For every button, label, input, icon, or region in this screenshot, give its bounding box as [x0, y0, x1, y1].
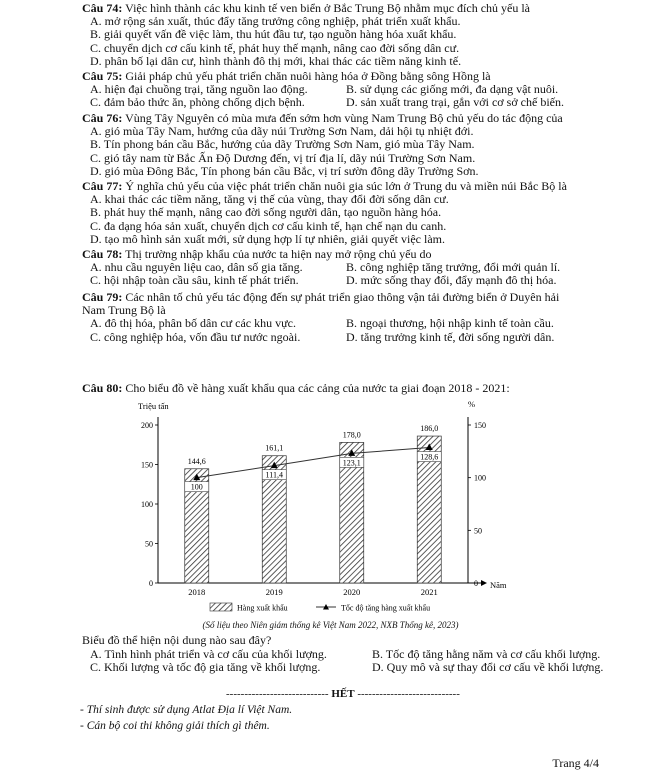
- note-proctor: - Cán bộ coi thi không giải thích gì thêm.: [80, 720, 270, 732]
- end-marker: ---------------------------- HẾT ----------------------------: [226, 688, 460, 700]
- line-label: 128,6: [420, 452, 439, 462]
- x-tick-label: 2020: [343, 587, 361, 597]
- question-text: Việc hình thành các khu kinh tế ven biển ở Bắc Trung Bộ nhằm mục đích chủ yếu là: [125, 1, 531, 15]
- option-a: A. Tình hình phát triển và cơ cấu của khối lượng.: [90, 646, 327, 661]
- option-a: A. gió mùa Tây Nam, hướng của dãy núi Trường Sơn Nam, dải hội tụ nhiệt đới.: [90, 124, 474, 139]
- right-tick-label: 150: [474, 421, 486, 430]
- question-text: Vùng Tây Nguyên có mùa mưa đến sớm hơn vùng Nam Trung Bộ chủ yếu do tác động của: [125, 111, 563, 125]
- page-number: Trang 4/4: [552, 756, 599, 770]
- option-d: D. tăng trưởng kinh tế, đời sống người dân.: [346, 329, 555, 344]
- line-label: 123,1: [342, 458, 361, 468]
- x-tick-label: 2018: [188, 587, 206, 597]
- option-b: B. giải quyết vấn đề việc làm, thu hút đầu tư, tạo nguồn hàng hóa xuất khẩu.: [90, 27, 457, 42]
- question-text: Cho biểu đồ về hàng xuất khẩu qua các cảng của nước ta giai đoạn 2018 - 2021:: [125, 381, 510, 395]
- option-d: D. Quy mô và sự thay đổi cơ cấu về khối lượng.: [372, 660, 604, 674]
- question-74: [82, 2, 642, 68]
- option-d: D. mức sống thay đổi, đẩy mạnh đô thị hóa.: [346, 273, 557, 288]
- left-tick-label: 200: [141, 421, 153, 430]
- option-b: B. phát huy thế mạnh, nâng cao đời sống người dân, tạo nguồn hàng hóa.: [90, 205, 442, 220]
- left-axis-label: Triệu tấn: [138, 401, 169, 411]
- end-label: HẾT: [331, 688, 355, 700]
- option-b: B. công nghiệp tăng trưởng, đổi mới quản lí.: [346, 260, 561, 275]
- question-text: Các nhân tố chủ yếu tác động đến sự phát triển giao thông vận tải đường biển ở Duyên hải: [125, 290, 560, 304]
- question-number: Câu 78:: [82, 247, 123, 261]
- legend-bar-label: Hàng xuất khẩu: [237, 603, 288, 613]
- option-a: A. nhu cầu nguyên liệu cao, dân số gia tăng.: [90, 260, 303, 275]
- left-tick-label: 0: [149, 579, 153, 588]
- question-number: Câu 80:: [82, 381, 123, 395]
- left-tick-label: 50: [145, 539, 153, 549]
- question-prompt: Biểu đồ thể hiện nội dung nào sau đây?: [82, 633, 272, 647]
- question-78: [82, 248, 642, 288]
- option-b: B. Tín phong bán cầu Bắc, hướng của dãy Trường Sơn Nam, gió mùa Tây Nam.: [90, 137, 475, 152]
- option-b: B. ngoại thương, hội nhập kinh tế toàn cầu.: [346, 316, 554, 331]
- option-a: A. khai thác các tiềm năng, tăng vị thế của vùng, thay đổi đời sống dân cư.: [90, 192, 449, 207]
- legend-bar-swatch: [210, 603, 232, 611]
- option-c: C. gió tây nam từ Bắc Ấn Độ Dương đến, vị trí địa lí, dãy núi Trường Sơn Nam.: [90, 150, 476, 165]
- question-text: Ý nghĩa chủ yếu của việc phát triển chăn nuôi gia súc lớn ở Trung du và miền núi Bắc Bộ là: [125, 179, 567, 193]
- x-tick-label: 2019: [265, 587, 283, 597]
- option-c: C. đảm bảo thức ăn, phòng chống dịch bệnh.: [90, 95, 305, 110]
- bar-label: 178,0: [342, 430, 361, 440]
- option-c: C. đa dạng hóa sản xuất, chuyển dịch cơ cấu kinh tế, hạn chế nạn du canh.: [90, 218, 447, 233]
- x-axis-label: Năm: [490, 580, 507, 590]
- question-75: [82, 70, 642, 110]
- legend: [210, 603, 430, 613]
- question-80: [82, 382, 642, 395]
- right-axis-label: %: [468, 399, 476, 409]
- question-number: Câu 75:: [82, 69, 123, 83]
- line-label: 111,4: [265, 470, 283, 480]
- option-c: C. hội nhập toàn cầu sâu, kinh tế phát triển.: [90, 273, 299, 288]
- option-b: B. sử dụng các giống mới, đa dạng vật nuôi.: [346, 82, 559, 97]
- legend-line-label: Tốc độ tăng hàng xuất khẩu: [341, 603, 431, 613]
- question-text: Thị trường nhập khẩu của nước ta hiện nay mở rộng chủ yếu do: [125, 247, 432, 261]
- option-d: D. gió mùa Đông Bắc, Tín phong bán cầu Bắc, vị trí sườn đông dãy Trường Sơn.: [90, 163, 479, 178]
- bar-label: 186,0: [420, 424, 439, 434]
- chart-caption: (Số liệu theo Niên giám thống kê Việt Nam 2022, NXB Thống kê, 2023): [202, 620, 459, 630]
- option-c: C. công nghiệp hóa, vốn đầu tư nước ngoài.: [90, 329, 301, 344]
- bar-label: 161,1: [265, 443, 284, 453]
- question-text: Giải pháp chủ yếu phát triển chăn nuôi hàng hóa ở Đồng bằng sông Hồng là: [125, 69, 491, 83]
- question-number: Câu 79:: [82, 290, 123, 304]
- question-number: Câu 74:: [82, 1, 123, 15]
- question-79: [82, 291, 642, 344]
- line-label: 100: [190, 482, 203, 492]
- question-text-continued: Nam Trung Bộ là: [82, 303, 166, 318]
- option-a: A. mở rộng sản xuất, thúc đẩy tăng trưởng công nghiệp, phát triển xuất khẩu.: [90, 14, 461, 29]
- note-atlas: - Thí sinh được sử dụng Atlat Địa lí Việt Nam.: [80, 704, 293, 716]
- x-tick-label: 2021: [420, 587, 438, 597]
- bar-label: 144,6: [187, 456, 206, 466]
- question-76: [82, 112, 642, 178]
- right-tick-label: 0: [474, 579, 478, 588]
- option-c: C. chuyển dịch cơ cấu kinh tế, phát huy thế mạnh, nâng cao đời sống dân cư.: [90, 40, 460, 55]
- option-c: C. Khối lượng và tốc độ gia tăng về khối lượng.: [90, 660, 321, 674]
- question-77: [82, 180, 642, 246]
- left-tick-label: 150: [141, 460, 153, 470]
- growth-line: [197, 448, 430, 478]
- question-number: Câu 76:: [82, 111, 123, 125]
- option-b: B. Tốc độ tăng hằng năm và cơ cấu khối lượng.: [372, 646, 601, 661]
- option-d: D. tạo mô hình sản xuất mới, sử dụng hợp lí tự nhiên, giải quyết việc làm.: [90, 231, 445, 246]
- right-tick-label: 50: [474, 526, 482, 536]
- question-number: Câu 77:: [82, 179, 123, 193]
- question-80-options: [82, 634, 642, 675]
- left-tick-label: 100: [141, 500, 153, 509]
- right-tick-label: 100: [474, 473, 486, 483]
- option-d: D. sản xuất trang trại, gắn với cơ sở chế biến.: [346, 95, 564, 110]
- option-d: D. phân bố lại dân cư, hình thành đô thị mới, khai thác các tiềm năng kinh tế.: [90, 53, 462, 68]
- option-a: A. đô thị hóa, phân bố dân cư các khu vực.: [90, 316, 296, 331]
- option-a: A. hiện đại chuồng trại, tăng nguồn lao động.: [90, 82, 308, 97]
- combo-chart: [138, 397, 518, 619]
